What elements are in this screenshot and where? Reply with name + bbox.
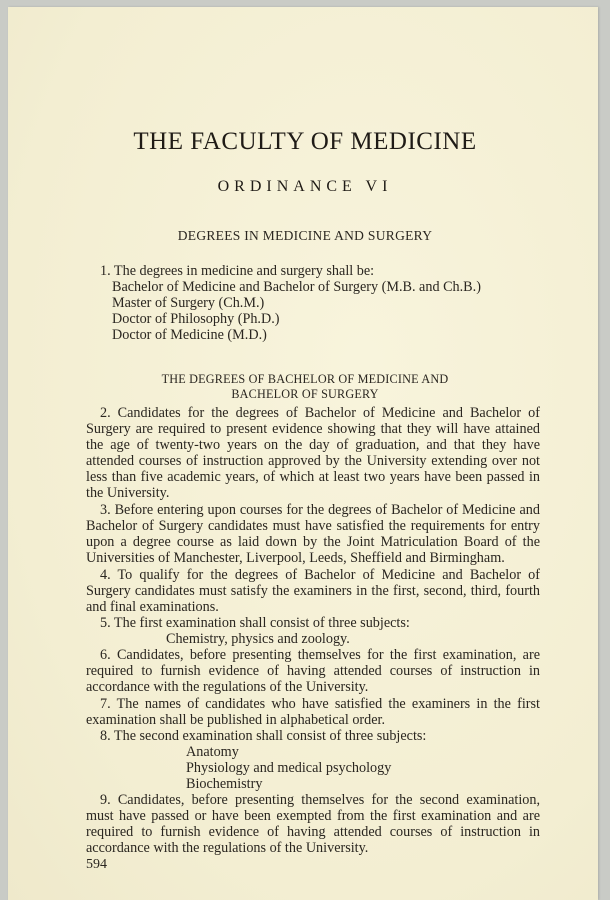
page-number: 594 [86,857,107,872]
subheading-line-1: THE DEGREES OF BACHELOR OF MEDICINE AND [161,372,449,386]
clause-9: 9. Candidates, before presenting themselves for the second examination, must have passed or have been exempted from the first examination and are required to furnish evidence of having attended courses of instruction in accordance with the regulations of the University. [86,792,540,857]
clause-8: 8. The second examination shall consist of three subjects: [100,728,427,744]
clause-1-intro: 1. The degrees in medicine and surgery shall be: [100,263,375,279]
clause-5: 5. The first examination shall consist of three subjects: [100,615,410,631]
ordinance-heading: ORDINANCE VI [217,178,393,195]
clause-4: 4. To qualify for the degrees of Bachelor of Medicine and Bachelor of Surgery candidates must satisfy the examiners in the first, second, third, fourth and final examinations. [86,567,540,616]
degree-item: Doctor of Medicine (M.D.) [112,327,267,343]
subheading-line-2: BACHELOR OF SURGERY [231,387,379,401]
clause-6: 6. Candidates, before presenting themselves for the first examination, are required to furnish evidence of having attended courses of instruction in accordance with the regulations of the University. [86,647,540,696]
subject-item: Physiology and medical psychology [186,760,392,776]
degree-item: Bachelor of Medicine and Bachelor of Surgery (M.B. and Ch.B.) [112,279,481,295]
clause-7: 7. The names of candidates who have satisfied the examiners in the first examination shall be published in alphabetical order. [86,696,540,729]
clause-3: 3. Before entering upon courses for the degrees of Bachelor of Medicine and Bachelor of Surgery candidates must have satisfied the requirements for entry upon a degree course as laid down by the Joint Matriculation Board of the Universities of Manchester, Liverpool, Leeds, Sheffield and Birmingham. [86,502,540,567]
page-title: THE FACULTY OF MEDICINE [133,128,477,155]
clause-5-subjects: Chemistry, physics and zoology. [166,631,350,647]
degree-item: Master of Surgery (Ch.M.) [112,295,265,311]
subject-item: Biochemistry [186,776,263,792]
clause-2: 2. Candidates for the degrees of Bachelor of Medicine and Bachelor of Surgery are required to present evidence showing that they will have attained the age of twenty-two years on the day of graduation, and that they have attended courses of instruction approved by the University extending over not less than five academic years, of which at least two years have been passed in the University. [86,405,540,502]
subject-item: Anatomy [186,744,239,760]
degree-item: Doctor of Philosophy (Ph.D.) [112,311,280,327]
section-heading: DEGREES IN MEDICINE AND SURGERY [177,228,433,243]
